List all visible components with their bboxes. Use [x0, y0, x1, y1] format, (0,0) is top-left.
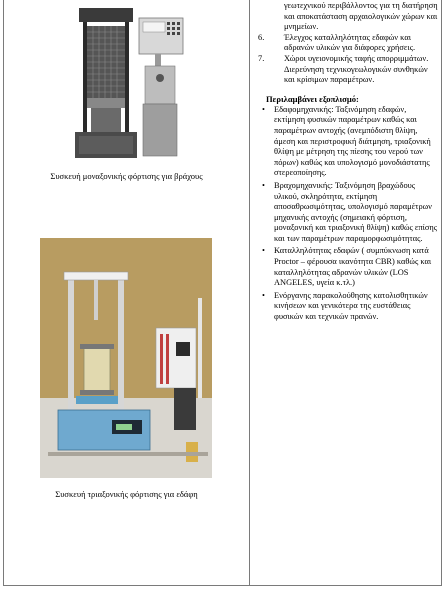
item-number: 6. [258, 32, 265, 42]
item-text: Έλεγχος καταλληλότητας εδαφών και αδρανών υλικών για διάφορες χρήσεις. [284, 32, 416, 53]
bullet-dot: • [262, 104, 265, 114]
bullet-item [258, 181, 438, 245]
equipment-heading: Περιλαμβάνει εξοπλισμό: [266, 93, 359, 104]
numbered-item [258, 54, 438, 86]
item-text: Χώροι υγειονομικής ταφής απορριμμάτων. Διερεύνηση τεχνικογεωλογικών συνθηκών και κρίσιμων παραμέτρων. [284, 53, 429, 85]
numbered-item [258, 33, 438, 54]
bullet-dot: • [262, 246, 265, 256]
item-number: 7. [258, 53, 265, 63]
numbered-list [258, 33, 438, 86]
bullet-text: Ενόργανης παρακολούθησης κατολισθητικών κινήσεων και γενικότερα της ευστάθειας φυσικών και τεχνικών πρανών. [274, 290, 428, 322]
bullet-item [258, 105, 438, 179]
bullet-dot: • [262, 290, 265, 300]
caption-triaxial-soil: Συσκευή τριαξονικής φόρτισης για εδάφη [55, 489, 198, 499]
bullet-text: Καταλληλότητας εδαφών ( συμπύκνωση κατά Proctor – φέρουσα ικανότητα CBR) καθώς και καταλληλότητας αδρανών υλικών (LOS ANGELES, υγεία κ.τλ.) [274, 246, 432, 288]
bullet-item [258, 246, 438, 288]
uniaxial-rock-press-photo [65, 2, 191, 162]
continued-paragraph: γεωτεχνικού περιβάλλοντος για τη διατήρηση και αποκατάσταση αρχαιολογικών χώρων και μνημείων. [284, 1, 438, 32]
bullet-text: Εδαφομηχανικής: Ταξινόμηση εδαφών, εκτίμηση φυσικών παραμέτρων καθώς και παραμέτρων αντοχής (ανεμπόδιστη θλίψη, άμεση και περιστροφική διάτμηση, τριαξονική θλίψη με μέτρηση της πίεσης του νερού των πόρων) καθώς και υπολογισμό μονοδιάστατης στερεοποίησης. [274, 104, 431, 178]
caption-uniaxial-rock: Συσκευή μοναξονικής φόρτισης για βράχους [50, 171, 203, 181]
triaxial-soil-apparatus-photo [40, 238, 212, 478]
bullet-item [258, 291, 438, 323]
bullet-dot: • [262, 180, 265, 190]
left-column [4, 0, 249, 586]
bullet-text: Βραχομηχανικής: Ταξινόμηση βραχώδους υλικού, σκληρότητα, εκτίμηση αποσαθρωσιμότητας, υπολογισμό παραμέτρων μηχανικής αντοχής (σημειακή φόρτιση, μοναξονική και τριαξονική θλίψη) καθώς επίσης και των παραμέτρων παραμορφωσιμότητας. [274, 180, 438, 243]
equipment-bullet-list [258, 105, 438, 323]
column-divider [249, 0, 250, 586]
right-column [258, 0, 438, 325]
